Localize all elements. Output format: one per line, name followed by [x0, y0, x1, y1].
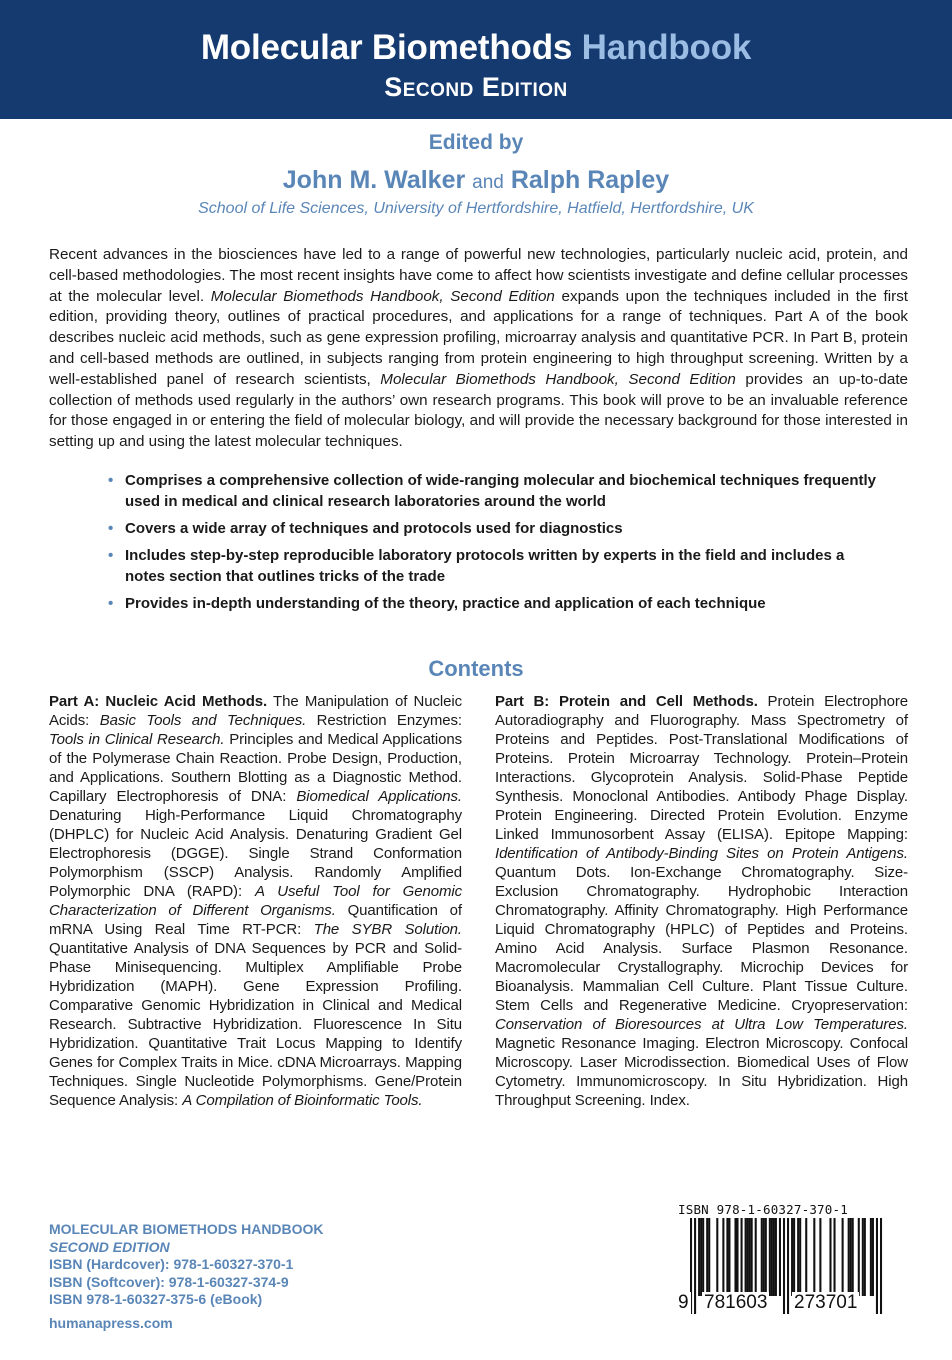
editor-2: Ralph Rapley: [510, 166, 670, 194]
part-a-heading: Part A: Nucleic Acid Methods.: [49, 693, 268, 710]
barcode: [672, 1200, 886, 1318]
bullet-icon: •: [108, 595, 114, 612]
barcode-bar: [858, 1218, 860, 1296]
publisher-url: humanapress.com: [49, 1314, 173, 1331]
part-b-subtitle: Conservation of Bioresources at Ultra Low Temperatures.: [495, 1016, 908, 1033]
barcode-bar: [791, 1218, 793, 1296]
part-a-text: Quantification of mRNA Using Real Time RT-PCR:: [49, 902, 462, 938]
barcode-bar: [755, 1218, 757, 1296]
isbn-softcover: ISBN (Softcover): 978-1-60327-374-9: [49, 1273, 289, 1290]
part-a-subtitle: Basic Tools and Techniques.: [99, 712, 307, 729]
feature-item: [108, 593, 888, 614]
part-a-text: Restriction Enzymes:: [306, 712, 462, 729]
title-main: Molecular Biomethods: [200, 28, 573, 67]
barcode-bar: [751, 1218, 753, 1296]
editor-1: John M. Walker: [282, 166, 466, 194]
barcode-bar: [813, 1218, 815, 1296]
editor-affiliation: School of Life Sciences, University of Hertfordshire, Hatfield, Hertfordshire, UK: [198, 200, 754, 217]
bullet-icon: •: [108, 547, 114, 564]
barcode-bar: [775, 1218, 777, 1296]
imprint-title: MOLECULAR BIOMETHODS HANDBOOK: [49, 1221, 324, 1237]
part-a-text: Denaturing High-Performance Liquid Chromatography (DHPLC) for Nucleic Acid Analysis. Denaturing Gradient Gel Electrophoresis (DGGE). Single Strand Conformation Polymorphism (SSCP) Analysis. Randomly Amplified Polymorphic DNA (RAPD):: [49, 807, 462, 900]
barcode-bar: [793, 1218, 795, 1296]
barcode-bar: [741, 1218, 743, 1296]
part-a-subtitle: A Compilation of Bioinformatic Tools.: [182, 1092, 423, 1109]
barcode-bar: [708, 1218, 710, 1296]
part-b-text: Quantum Dots. Ion-Exchange Chromatography. Size-Exclusion Chromatography. Hydrophobic Interaction Chromatography. Affinity Chromatography. High Performance Liquid Chromatography (HPLC) of Peptides and Proteins. Amino Acid Analysis. Surface Plasmon Resonance. Macromolecular Crystallography. Microchip Devices for Bioanalysis. Mammalian Cell Culture. Plant Tissue Culture. Stem Cells and Regenerative Medicine. Cryopreservation:: [495, 864, 908, 1014]
barcode-bar: [749, 1218, 751, 1296]
barcode-bar: [747, 1218, 749, 1296]
barcode-bar: [872, 1218, 874, 1296]
feature-item: [108, 545, 888, 587]
feature-list: [108, 470, 888, 620]
bullet-icon: •: [108, 472, 114, 489]
book-description: [49, 245, 908, 453]
barcode-bar: [761, 1218, 763, 1296]
isbn-ebook: ISBN 978-1-60327-375-6 (eBook): [49, 1291, 263, 1307]
barcode-digit-first: 9: [678, 1292, 689, 1313]
barcode-digits: [672, 1292, 886, 1314]
barcode-bar: [765, 1218, 767, 1296]
barcode-bar: [726, 1218, 728, 1296]
edition-label: Second Edition: [384, 72, 568, 102]
contents-part-b: [495, 692, 908, 1110]
barcode-bar: [779, 1218, 781, 1296]
barcode-bar: [698, 1218, 700, 1296]
barcode-bar: [771, 1218, 773, 1296]
book-title: [0, 28, 952, 68]
imprint-edition: SECOND EDITION: [49, 1238, 170, 1255]
barcode-bar: [706, 1218, 708, 1296]
barcode-bar: [736, 1218, 738, 1296]
part-a-text: Quantitative Analysis of DNA Sequences by PCR and Solid-Phase Minisequencing. Multiplex Amplifiable Probe Hybridization (MAPH). Gene Expression Profiling. Comparative Genomic Hybridization in Clinical and Medical Research. Subtractive Hybridization. Fluorescence In Situ Hybridization. Quantitative Trait Locus Mapping to Identify Genes for Complex Traits in Mice. cDNA Microarrays. Mapping Techniques. Single Nucleotide Polymorphisms. Gene/Protein Sequence Analysis:: [49, 940, 462, 1109]
part-a-subtitle: Tools in Clinical Research.: [49, 731, 225, 748]
title-accent: Handbook: [581, 28, 752, 67]
editor-conjunction: and: [472, 172, 504, 193]
desc-text-2: expands upon the techniques included in the first edition, providing theory, outlines of practical procedures, and applications for a range of techniques. Part A of the book describes nucleic acid methods, such as gene expression profiling, microarray analysis and quantitative PCR. In Part B, protein and cell-based methods are outlined, in subjects ranging from protein engineering to high throughput screening. Written by a well-established panel of research scientists,: [49, 287, 909, 388]
barcode-bar: [702, 1218, 704, 1296]
feature-item: [108, 518, 888, 539]
barcode-bar: [862, 1218, 864, 1296]
feature-text: Covers a wide array of techniques and protocols used for diagnostics: [125, 520, 623, 537]
barcode-bar: [722, 1218, 724, 1296]
barcode-digits-left: 781603: [704, 1292, 768, 1313]
part-a-text: Principles and Medical Applications of the Polymerase Chain Reaction. Probe Design, Production, and Applications. Southern Blotting as a Diagnostic Method. Capillary Electrophoresis of DNA:: [49, 731, 462, 805]
cover-header: [0, 0, 952, 119]
desc-title-ref-2: Molecular Biomethods Handbook, Second Edition: [380, 370, 736, 388]
desc-text-3: provides an up-to-date collection of methods used regularly in the authors’ own research programs. This book will prove to be an invaluable reference for those engaged in or entering the field of molecular biology, and will provide the necessary background for those interested in setting up and using the latest molecular techniques.: [49, 370, 908, 451]
barcode-bar: [728, 1218, 730, 1296]
imprint-block: [49, 1221, 409, 1332]
feature-text: Includes step-by-step reproducible laboratory protocols written by experts in the field and includes a notes section that outlines tricks of the trade: [125, 547, 845, 585]
barcode-bar: [852, 1218, 854, 1296]
contents-heading: Contents: [428, 656, 524, 681]
part-b-text: Protein Electrophore Autoradiography and Fluorography. Mass Spectrometry of Proteins and Peptides. Post-Translational Modifications of Proteins. Protein Microarray Technology. Protein–Protein Interactions. Glycoprotein Analysis. Solid-Phase Peptide Synthesis. Monoclonal Antibodies. Antibody Phage Display. Protein Engineering. Directed Protein Evolution. Enzyme Linked Immunosorbent Assay (ELISA). Epitope Mapping:: [495, 693, 908, 843]
barcode-bar: [799, 1218, 801, 1296]
barcode-bar: [745, 1218, 747, 1296]
barcode-bar: [797, 1218, 799, 1296]
part-b-heading: Part B: Protein and Cell Methods.: [495, 693, 758, 710]
barcode-bar: [819, 1218, 821, 1296]
part-b-text: Magnetic Resonance Imaging. Electron Microscopy. Confocal Microscopy. Laser Microdissection. Biomedical Uses of Flow Cytometry. Immunomicroscopy. In Situ Hybridization. High Throughput Screening. Index.: [495, 1035, 908, 1109]
part-a-text: The Manipulation of Nucleic Acids:: [49, 693, 462, 729]
barcode-bar: [864, 1218, 866, 1296]
barcode-bar: [842, 1218, 844, 1296]
part-a-subtitle: Biomedical Applications.: [296, 788, 462, 805]
barcode-bar: [829, 1218, 831, 1296]
feature-text: Provides in-depth understanding of the theory, practice and application of each technique: [125, 595, 766, 612]
barcode-digits-right: 273701: [794, 1292, 858, 1313]
desc-title-ref-1: Molecular Biomethods Handbook, Second Edition: [210, 287, 555, 305]
part-a-subtitle: The SYBR Solution.: [313, 921, 462, 938]
barcode-bar: [805, 1218, 807, 1296]
barcode-bar: [734, 1218, 736, 1296]
part-b-subtitle: Identification of Antibody-Binding Sites on Protein Antigens.: [495, 845, 908, 862]
feature-item: [108, 470, 888, 512]
bullet-icon: •: [108, 520, 114, 537]
barcode-bar: [833, 1218, 835, 1296]
barcode-bar: [763, 1218, 765, 1296]
contents-part-a: [49, 692, 462, 1110]
barcode-bar: [769, 1218, 771, 1296]
barcode-bar: [773, 1218, 775, 1296]
part-a-subtitle: A Useful Tool for Genomic Characterization of Different Organisms.: [49, 883, 463, 919]
barcode-bar: [870, 1218, 872, 1296]
barcode-isbn-label: ISBN 978-1-60327-370-1: [678, 1202, 848, 1217]
barcode-bar: [848, 1218, 850, 1296]
barcode-bar: [716, 1218, 718, 1296]
barcode-bar: [700, 1218, 702, 1296]
barcode-bar: [850, 1218, 852, 1296]
edited-by-label: Edited by: [428, 131, 524, 154]
feature-text: Comprises a comprehensive collection of wide-ranging molecular and biochemical techniques frequently used in medical and clinical research laboratories around the world: [125, 472, 877, 510]
desc-text-1: Recent advances in the biosciences have led to a range of powerful new technologies, particularly nucleic acid, protein, and cell-based methodologies. The most recent insights have come to affect how scientists investigate and define cellular processes at the molecular level.: [49, 246, 908, 305]
isbn-hardcover: ISBN (Hardcover): 978-1-60327-370-1: [49, 1256, 294, 1272]
editor-names: [0, 166, 952, 195]
